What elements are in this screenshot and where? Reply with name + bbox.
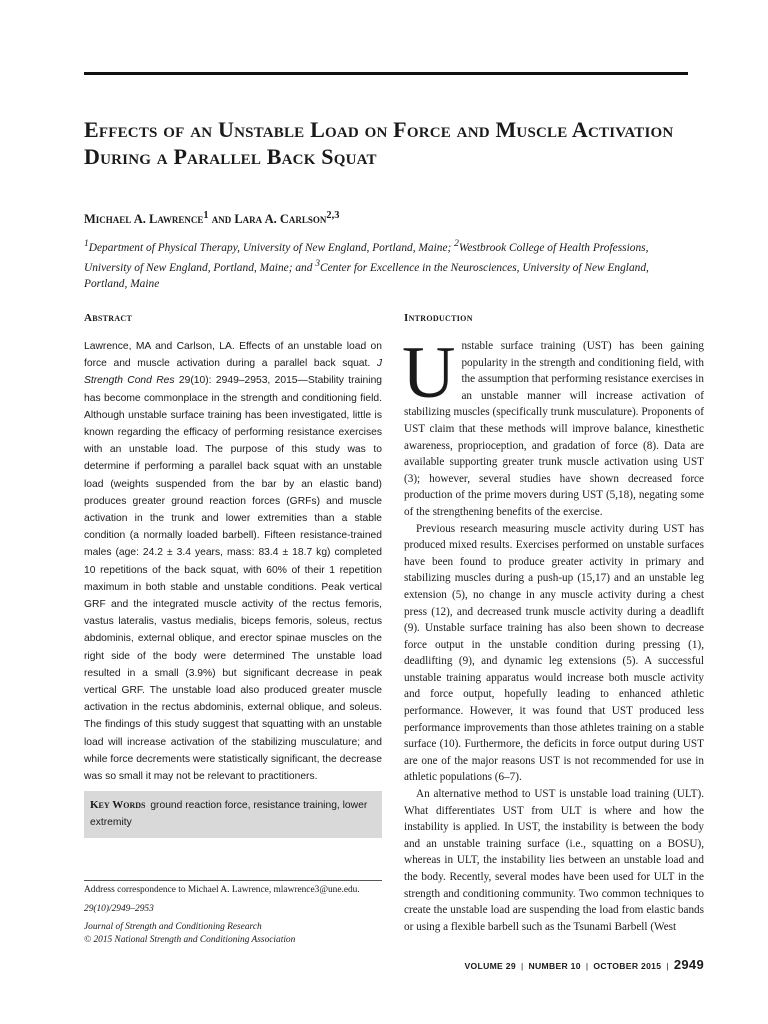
affiliation-text: Center for Excellence in the Neurosciences, University of New England, Portland, Maine	[84, 261, 649, 290]
affiliations	[84, 236, 694, 292]
correspondence-note: Address correspondence to Michael A. Lawrence, mlawrence3@une.edu.	[84, 885, 360, 895]
abstract-section	[84, 312, 382, 785]
abstract-heading: Abstract	[84, 312, 133, 324]
intro-paragraph-text: nstable surface training (UST) has been gaining popularity in the strength and conditioning field, with the assumption that performing resistance exercises in an unstable manner will increase activation of stabilizing muscles (specifically trunk musculature). Proponents of UST claim that these methods will improve balance, kinesthetic awareness, proprioception, and gradation of force (8). Data are available supporting greater trunk muscle activation using UST (3); however, several studies have shown decreased force production of the prime movers during UST (5,18), negating some of the strengthening benefits of the exercise.	[404, 340, 704, 518]
keywords-text: ground reaction force, resistance training, lower extremity	[90, 800, 368, 828]
article-title: Effects of an Unstable Load on Force and Muscle Activation During a Parallel Back Squat	[84, 117, 674, 169]
abstract-journal: J Strength Cond Res	[84, 358, 382, 387]
intro-paragraph	[402, 332, 704, 521]
affiliation-mark: 1	[84, 239, 89, 249]
journal-name: Journal of Strength and Conditioning Research	[84, 922, 262, 932]
keywords-box	[84, 791, 382, 838]
footnote-rule	[84, 880, 382, 881]
page-number: 2949	[673, 957, 704, 972]
introduction-heading: Introduction	[404, 312, 473, 324]
introduction-section	[404, 312, 704, 935]
intro-paragraph: An alternative method to UST is unstable load training (ULT). What differentiates UST from ULT is where and how the instability is applied. In UST, the instability is between the body and an unstable training surface (i.e., squatting on a BOSU), whereas in ULT, the instability lies between an unstable load and the body. Recently, several modes have been used for ULT in the strength and conditioning community. Two common techniques to create the unstable load are suspending the load from elastic bands or using a flexible barbell such as the Tsunami Barbell (West	[404, 788, 704, 933]
footer-volume: VOLUME 29	[464, 961, 516, 971]
footer-number: NUMBER 10	[528, 961, 581, 971]
author-name: Lara A. Carlson	[234, 212, 327, 227]
affiliation-mark: 2	[454, 239, 459, 249]
footer-separator: |	[666, 961, 669, 971]
page-footer	[465, 957, 704, 972]
footer-separator: |	[585, 961, 589, 971]
affiliation-text: Department of Physical Therapy, University of New England, Portland, Maine;	[88, 241, 455, 254]
doi-note: 29(10)/2949–2953	[84, 903, 154, 914]
affiliation-mark: 3	[315, 258, 321, 269]
author-name: Michael A. Lawrence	[84, 212, 204, 227]
keywords-label: Key Words	[90, 799, 146, 811]
abstract-citation: Lawrence, MA and Carlson, LA. Effects of an unstable load on force and muscle activation during a parallel back squat.	[84, 341, 382, 370]
affiliation-text: Westbrook College of Health Professions, University of New England, Portland, Maine; and	[84, 241, 649, 274]
author-affiliation-mark: 1	[203, 210, 209, 221]
footer-separator: |	[520, 961, 524, 971]
abstract-citation-volume: 29(10): 2949–2953, 2015—	[174, 375, 308, 387]
copyright-note: © 2015 National Strength and Conditioning Association	[84, 934, 296, 945]
author-affiliation-mark: 2,3	[326, 210, 340, 221]
author-conjunction: and	[208, 212, 235, 227]
footer-date: OCTOBER 2015	[593, 961, 662, 971]
abstract-text	[84, 338, 382, 785]
abstract-body: Stability training has become commonplace in the strength and conditioning field. Although unstable surface training has been investigated, little is known regarding the efficacy of performing resistance exercises with an unstable load. The purpose of this study was to determine if performing a parallel back squat with an unstable load (weights suspended from the bar by an elastic band) produces greater ground reaction forces (GRFs) and muscle activation in the trunk and lower extremities than a stable condition (a normally loaded barbell). Fifteen resistance-trained males (age: 24.2 ± 3.4 years, mass: 83.4 ± 18.7 kg) completed 10 repetitions of the back squat, with 60% of their 1 repetition maximum in both stable and unstable conditions. Peak vertical GRF and the integrated muscle activity of the rectus femoris, vastus lateralis, vastus medialis, biceps femoris, soleus, rectus abdominis, external oblique, and erector spinae muscles on the right side of the body were determined The unstable load resulted in a small (3.9%) but significant decrease in peak vertical GRF. The unstable load also produced greater muscle activation in the rectus abdominis, external oblique, and soleus. The findings of this study suggest that squatting with an unstable load will increase activation of the stabilizing musculature; and while force decrements were statistically significant, the decrease was so small it may not be relevant to practitioners.	[84, 375, 383, 783]
footnotes	[84, 884, 384, 952]
author-list	[84, 210, 694, 227]
header-rule	[84, 72, 688, 75]
intro-paragraph: Previous research measuring muscle activity during UST has produced mixed results. Exercises performed on unstable surfaces have been found to produce greater activity in primary and stabilizing muscles during a push-up (15,17) and an unstable leg extension (5), no change in any muscle activity during a chest press (12), and decreased trunk muscle activity during a deadlift (9). Unstable surface training has also been shown to decrease force output in the unstable condition during pressing (1), deadlifting (9), and dynamic leg extensions (5). A successful unstable training apparatus would increase both muscle activity and force output, hopefully leading to enhanced athletic performance. However, it was found that UST produced less performance improvements than those athletes training on a stable surface (10). Furthermore, the deficits in force output during UST are one of the major reasons UST is not recommended for use in athletic populations (6–7).	[404, 522, 704, 784]
drop-cap: U	[402, 332, 456, 414]
